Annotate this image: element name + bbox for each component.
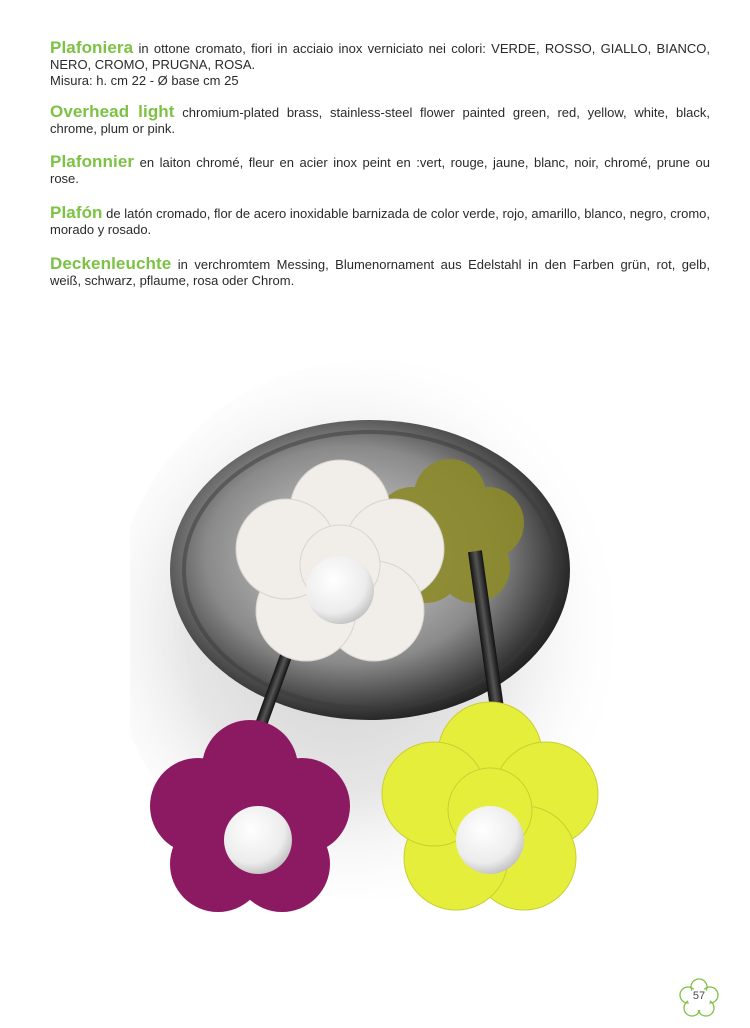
page-number: 57	[692, 990, 706, 1002]
description-text: in verchromtem Messing, Blumenornament aus Edelstahl in den Farben grün, rot, gelb, weiß, schwarz, pflaume, rosa oder Chrom.	[50, 257, 710, 288]
description-title: Plafoniera	[50, 38, 134, 57]
description-spanish	[50, 205, 710, 238]
light-bulb	[224, 806, 292, 874]
description-text: en laiton chromé, fleur en acier inox peint en :vert, rouge, jaune, blanc, noir, chromé, prune ou rose.	[50, 155, 710, 186]
ceiling-lamp-illustration	[130, 300, 730, 920]
description-english	[50, 104, 710, 137]
product-photo	[130, 300, 730, 920]
description-measure: Misura: h. cm 22 - Ø base cm 25	[50, 73, 239, 88]
light-bulb	[306, 556, 374, 624]
description-title: Plafonnier	[50, 152, 135, 171]
description-title: Deckenleuchte	[50, 254, 172, 273]
description-text: chromium-plated brass, stainless-steel flower painted green, red, yellow, white, black, chrome, plum or pink.	[50, 105, 710, 136]
description-italian	[50, 40, 710, 89]
description-text: de latón cromado, flor de acero inoxidable barnizada de color verde, rojo, amarillo, blanco, negro, cromo, morado y rosado.	[50, 206, 710, 237]
page-number-badge	[678, 977, 720, 1019]
description-french	[50, 154, 710, 187]
description-title: Overhead light	[50, 102, 175, 121]
description-title: Plafón	[50, 203, 103, 222]
light-bulb	[456, 806, 524, 874]
description-text: in ottone cromato, fiori in acciaio inox verniciato nei colori: VERDE, ROSSO, GIALLO, BIANCO, NERO, CROMO, PRUGNA, ROSA.	[50, 41, 710, 72]
description-german	[50, 256, 710, 289]
